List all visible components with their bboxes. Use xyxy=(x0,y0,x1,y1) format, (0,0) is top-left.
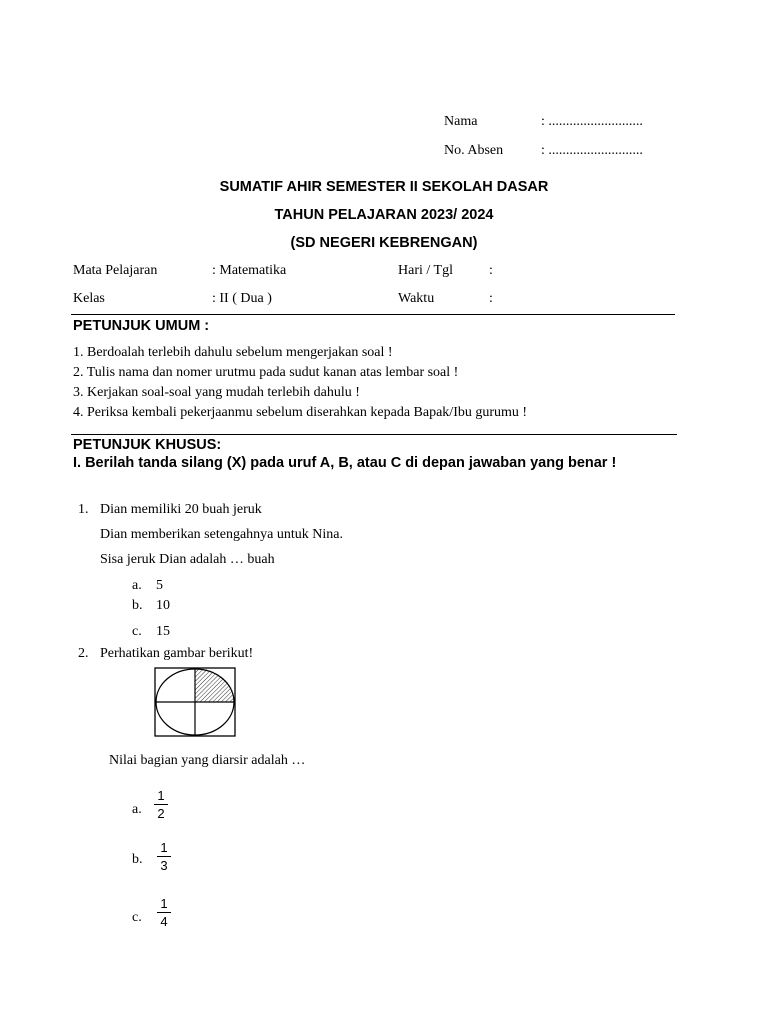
umum-item: 1. Berdoalah terlebih dahulu sebelum mengerjakan soal ! xyxy=(73,345,393,360)
kelas-label: Kelas xyxy=(73,291,105,306)
question-prompt: Nilai bagian yang diarsir adalah … xyxy=(109,753,306,768)
option-letter[interactable]: b. xyxy=(132,852,143,867)
absen-label: No. Absen xyxy=(444,143,504,158)
option-value: 5 xyxy=(156,578,163,593)
umum-item: 2. Tulis nama dan nomer urutmu pada sudut kanan atas lembar soal ! xyxy=(73,365,459,380)
absen-field[interactable]: : ........................... xyxy=(541,143,643,158)
exam-year: TAHUN PELAJARAN 2023/ 2024 xyxy=(274,207,494,223)
nama-field[interactable]: : ........................... xyxy=(541,114,643,129)
exam-title: SUMATIF AHIR SEMESTER II SEKOLAH DASAR xyxy=(219,179,549,195)
fraction-numerator: 1 xyxy=(160,896,168,911)
fraction-option xyxy=(154,788,168,821)
option-letter[interactable]: c. xyxy=(132,624,142,639)
hari-label: Hari / Tgl xyxy=(398,263,453,278)
fraction-bar xyxy=(157,856,171,857)
fraction-denominator: 2 xyxy=(157,806,165,821)
khusus-instruction: I. Berilah tanda silang (X) pada uruf A, B, atau C di depan jawaban yang benar ! xyxy=(73,455,617,471)
mapel-value: : Matematika xyxy=(212,263,287,278)
umum-item: 3. Kerjakan soal-soal yang mudah terlebih dahulu ! xyxy=(73,385,360,400)
fraction-numerator: 1 xyxy=(157,788,165,803)
question-text: Sisa jeruk Dian adalah … buah xyxy=(100,552,275,567)
petunjuk-umum-heading: PETUNJUK UMUM : xyxy=(73,318,210,334)
fraction-denominator: 3 xyxy=(160,858,168,873)
fraction-option xyxy=(157,840,171,873)
question-number: 1. xyxy=(78,502,89,517)
divider xyxy=(71,434,677,435)
option-value: 15 xyxy=(156,624,170,639)
nama-label: Nama xyxy=(444,114,478,129)
fraction-denominator: 4 xyxy=(160,914,168,929)
divider xyxy=(71,314,675,315)
option-letter[interactable]: a. xyxy=(132,802,142,817)
fraction-bar xyxy=(154,804,168,805)
option-value: 10 xyxy=(156,598,170,613)
fraction-bar xyxy=(157,912,171,913)
option-letter[interactable]: c. xyxy=(132,910,142,925)
question-text: Dian memberikan setengahnya untuk Nina. xyxy=(100,527,343,542)
question-text: Perhatikan gambar berikut! xyxy=(100,646,254,661)
option-letter[interactable]: a. xyxy=(132,578,142,593)
umum-item: 4. Periksa kembali pekerjaanmu sebelum diserahkan kepada Bapak/Ibu gurumu ! xyxy=(73,405,528,420)
fraction-option xyxy=(157,896,171,929)
question-number: 2. xyxy=(78,646,89,661)
school-name: (SD NEGERI KEBRENGAN) xyxy=(290,235,478,251)
option-letter[interactable]: b. xyxy=(132,598,143,613)
waktu-value: : xyxy=(489,291,493,306)
shaded-circle-figure xyxy=(154,667,236,737)
mapel-label: Mata Pelajaran xyxy=(73,263,158,278)
petunjuk-khusus-heading: PETUNJUK KHUSUS: xyxy=(73,437,222,453)
kelas-value: : II ( Dua ) xyxy=(212,291,272,306)
question-text: Dian memiliki 20 buah jeruk xyxy=(100,502,262,517)
fraction-numerator: 1 xyxy=(160,840,168,855)
hari-value: : xyxy=(489,263,493,278)
waktu-label: Waktu xyxy=(398,291,435,306)
